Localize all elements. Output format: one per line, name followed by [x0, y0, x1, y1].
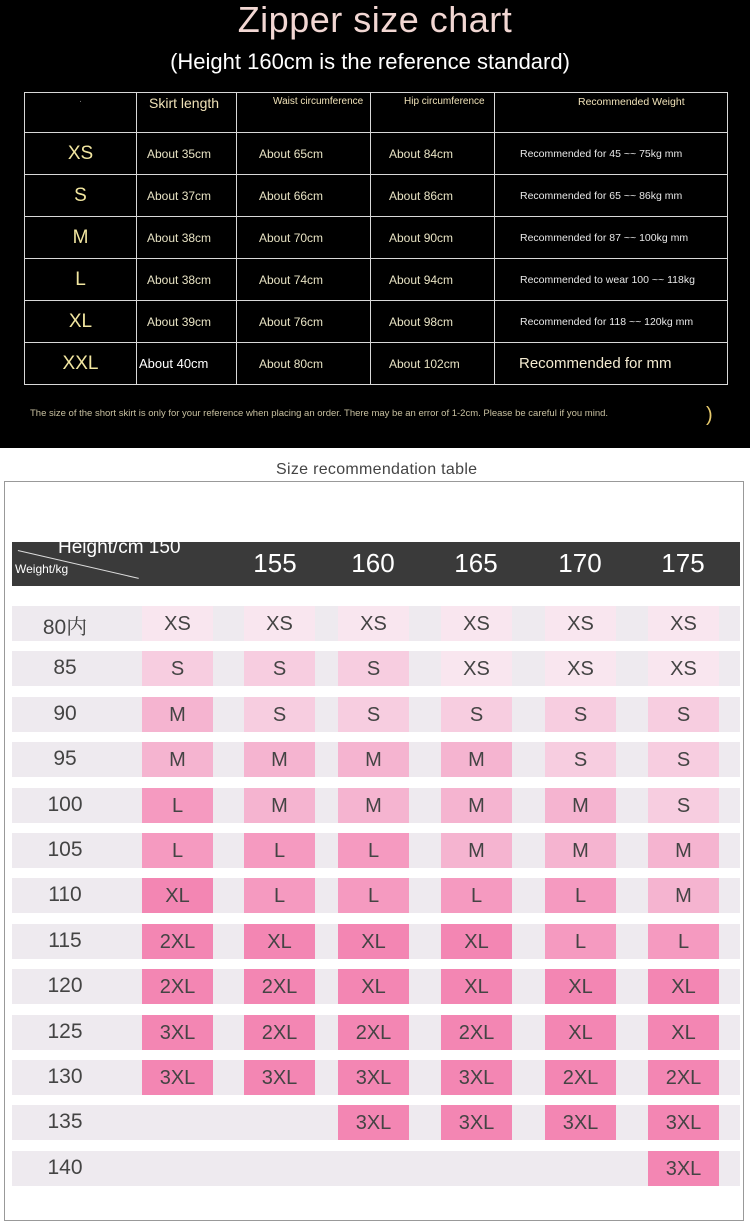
table-row: [25, 175, 728, 217]
recommended-weight-value: Recommended to wear 100 ~~ 118kg: [495, 259, 728, 301]
hip-value: About 94cm: [371, 259, 495, 301]
recommendation-title: Size recommendation table: [258, 460, 488, 479]
size-cell: 3XL: [441, 1060, 512, 1095]
skirt-length-value: About 39cm: [137, 301, 237, 343]
size-cell: XS: [648, 606, 719, 641]
size-cell: 3XL: [338, 1060, 409, 1095]
weight-row-label: 110: [48, 883, 82, 906]
size-cell: M: [338, 788, 409, 823]
header-recommended-weight: Recommended Weight: [495, 93, 728, 133]
header-corner: ·: [25, 93, 137, 133]
size-cell: S: [545, 697, 616, 732]
size-cell: L: [244, 833, 315, 868]
waist-value: About 74cm: [237, 259, 371, 301]
height-column-label: 170: [558, 548, 602, 578]
size-cell: XL: [338, 924, 409, 959]
size-cell: M: [244, 788, 315, 823]
size-cell: L: [142, 788, 213, 823]
size-cell: 3XL: [142, 1015, 213, 1050]
table-row: [12, 1151, 740, 1186]
size-cell: XS: [441, 651, 512, 686]
size-cell: S: [441, 697, 512, 732]
size-chart-panel: [0, 0, 750, 448]
size-cell: S: [338, 651, 409, 686]
height-column-label: 160: [351, 548, 395, 578]
skirt-length-value: About 38cm: [137, 217, 237, 259]
weight-row-label: 140: [47, 1156, 83, 1179]
size-cell: 3XL: [545, 1105, 616, 1140]
table-row: [25, 301, 728, 343]
size-cell: XL: [648, 1015, 719, 1050]
size-cell: S: [648, 697, 719, 732]
waist-value: About 70cm: [237, 217, 371, 259]
size-cell: 3XL: [648, 1151, 719, 1186]
hip-value: About 102cm: [371, 343, 495, 385]
size-cell: 2XL: [545, 1060, 616, 1095]
size-cell: M: [545, 788, 616, 823]
size-cell: S: [244, 651, 315, 686]
size-cell: 2XL: [441, 1015, 512, 1050]
waist-value: About 76cm: [237, 301, 371, 343]
size-cell: 3XL: [244, 1060, 315, 1095]
size-cell: L: [244, 878, 315, 913]
recommended-weight-value: Recommended for 87 ~~ 100kg mm: [495, 217, 728, 259]
size-cell: XS: [441, 606, 512, 641]
size-cell: M: [648, 833, 719, 868]
size-cell: M: [648, 878, 719, 913]
skirt-length-value: About 35cm: [137, 133, 237, 175]
hip-value: About 98cm: [371, 301, 495, 343]
size-cell: 2XL: [244, 969, 315, 1004]
size-chart-title: Zipper size chart: [237, 0, 513, 40]
weight-row-label: 105: [47, 838, 83, 861]
skirt-length-value: About 38cm: [137, 259, 237, 301]
hip-value: About 86cm: [371, 175, 495, 217]
size-cell: M: [142, 697, 213, 732]
size-cell: L: [142, 833, 213, 868]
size-cell: M: [441, 788, 512, 823]
weight-axis-label: Weight/kg: [15, 562, 69, 576]
size-cell: XL: [545, 969, 616, 1004]
weight-row-label: 85: [53, 656, 77, 679]
weight-row-label: 115: [48, 929, 82, 952]
size-label: XL: [25, 301, 137, 343]
size-cell: 2XL: [648, 1060, 719, 1095]
size-cell: XL: [244, 924, 315, 959]
recommended-weight-value: Recommended for mm: [495, 343, 728, 385]
height-axis-label: Height/cm 150: [58, 537, 181, 558]
size-cell: S: [648, 742, 719, 777]
weight-row-label: 100: [47, 793, 83, 816]
size-cell: XL: [441, 969, 512, 1004]
waist-value: About 66cm: [237, 175, 371, 217]
size-chart-subtitle: (Height 160cm is the reference standard): [170, 49, 570, 74]
height-column-label: 155: [253, 548, 297, 578]
size-cell: XL: [648, 969, 719, 1004]
size-cell: L: [338, 878, 409, 913]
weight-row-label: 90: [53, 702, 77, 725]
size-cell: 3XL: [142, 1060, 213, 1095]
recommended-weight-value: Recommended for 65 ~~ 86kg mm: [495, 175, 728, 217]
size-cell: XS: [545, 651, 616, 686]
size-cell: L: [545, 924, 616, 959]
size-cell: 3XL: [441, 1105, 512, 1140]
size-cell: 2XL: [142, 924, 213, 959]
weight-row-label: 125: [47, 1020, 83, 1043]
size-label: S: [25, 175, 137, 217]
size-cell: S: [142, 651, 213, 686]
size-cell: XL: [441, 924, 512, 959]
size-label: L: [25, 259, 137, 301]
size-cell: S: [338, 697, 409, 732]
size-cell: 2XL: [338, 1015, 409, 1050]
size-cell: XS: [338, 606, 409, 641]
recommended-weight-value: Recommended for 118 ~~ 120kg mm: [495, 301, 728, 343]
size-cell: M: [338, 742, 409, 777]
waist-value: About 65cm: [237, 133, 371, 175]
table-row: [25, 259, 728, 301]
size-cell: 3XL: [648, 1105, 719, 1140]
size-disclaimer: The size of the short skirt is only for your reference when placing an order. There may be an error of 1-2cm. Please be careful if you mind.: [30, 408, 609, 419]
size-cell: XS: [545, 606, 616, 641]
size-cell: 2XL: [244, 1015, 315, 1050]
weight-row-label: 120: [47, 974, 83, 997]
weight-row-label: 130: [47, 1065, 83, 1088]
hip-value: About 90cm: [371, 217, 495, 259]
weight-row-label: 80内: [42, 616, 88, 639]
table-row: [25, 133, 728, 175]
size-cell: L: [338, 833, 409, 868]
height-column-label: 175: [661, 548, 705, 578]
size-cell: 2XL: [142, 969, 213, 1004]
size-cell: S: [244, 697, 315, 732]
table-header-row: [25, 93, 728, 133]
size-chart-table: [24, 92, 728, 385]
disclaimer-bracket: ): [706, 404, 713, 426]
header-skirt-length: Skirt length: [137, 93, 237, 133]
header-hip: Hip circumference: [371, 93, 495, 133]
size-cell: S: [545, 742, 616, 777]
size-label: XS: [25, 133, 137, 175]
table-row: [25, 217, 728, 259]
size-label: M: [25, 217, 137, 259]
size-cell: M: [142, 742, 213, 777]
table-row: [25, 343, 728, 385]
weight-row-label: 95: [53, 747, 77, 770]
size-cell: XS: [648, 651, 719, 686]
size-cell: M: [441, 742, 512, 777]
size-cell: XS: [244, 606, 315, 641]
size-cell: XL: [545, 1015, 616, 1050]
height-column-label: 165: [454, 548, 498, 578]
hip-value: About 84cm: [371, 133, 495, 175]
size-cell: XL: [338, 969, 409, 1004]
recommended-weight-value: Recommended for 45 ~~ 75kg mm: [495, 133, 728, 175]
size-cell: M: [244, 742, 315, 777]
size-cell: M: [545, 833, 616, 868]
size-cell: L: [648, 924, 719, 959]
size-cell: XS: [142, 606, 213, 641]
size-cell: L: [441, 878, 512, 913]
size-cell: XL: [142, 878, 213, 913]
size-cell: 3XL: [338, 1105, 409, 1140]
waist-value: About 80cm: [237, 343, 371, 385]
header-waist: Waist circumference: [237, 93, 371, 133]
skirt-length-value: About 40cm: [137, 343, 237, 385]
size-cell: L: [545, 878, 616, 913]
size-cell: S: [648, 788, 719, 823]
size-cell: M: [441, 833, 512, 868]
skirt-length-value: About 37cm: [137, 175, 237, 217]
size-label: XXL: [25, 343, 137, 385]
weight-row-label: 135: [47, 1110, 83, 1133]
